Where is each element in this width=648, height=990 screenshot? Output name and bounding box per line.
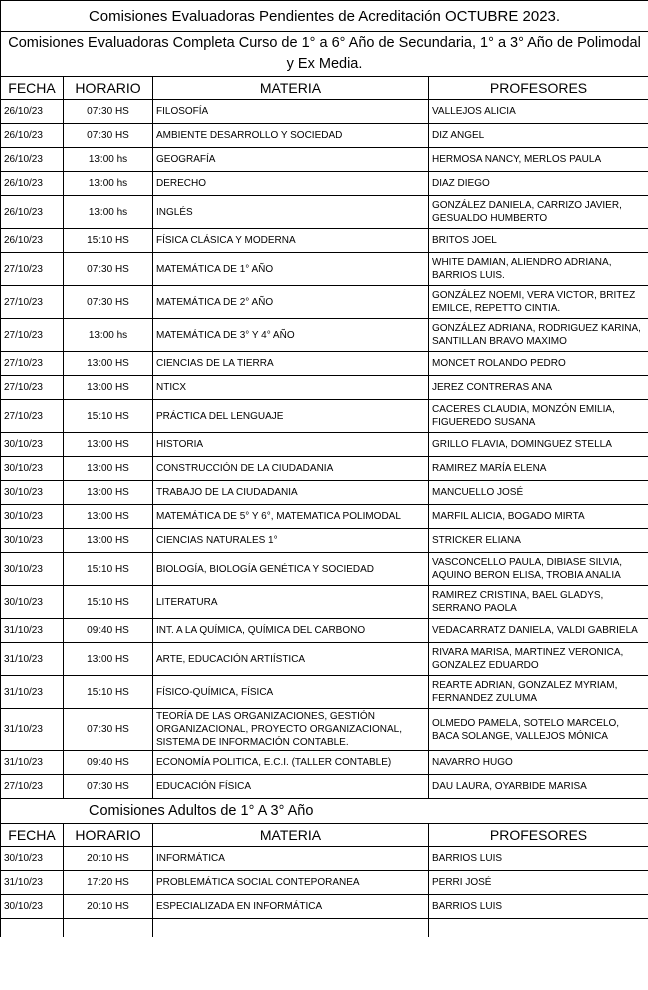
- header-horario: HORARIO: [64, 77, 153, 100]
- cell-materia: FÍSICO-QUÍMICA, FÍSICA: [153, 676, 429, 709]
- cell-horario: 07:30 HS: [64, 286, 153, 319]
- cell-fecha: 30/10/23: [1, 895, 64, 919]
- cell-materia: AMBIENTE DESARROLLO Y SOCIEDAD: [153, 124, 429, 148]
- empty-cell: [64, 919, 153, 938]
- cell-materia: ARTE, EDUCACIÓN ARTIÍSTICA: [153, 643, 429, 676]
- cell-fecha: 26/10/23: [1, 229, 64, 253]
- table-row: [1, 529, 648, 553]
- cell-fecha: 30/10/23: [1, 505, 64, 529]
- table-row: [1, 895, 648, 919]
- cell-materia: LITERATURA: [153, 586, 429, 619]
- cell-materia: INFORMÁTICA: [153, 847, 429, 871]
- cell-materia: INT. A LA QUÍMICA, QUÍMICA DEL CARBONO: [153, 619, 429, 643]
- cell-horario: 15:10 HS: [64, 676, 153, 709]
- cell-profesores: CACERES CLAUDIA, MONZÓN EMILIA, FIGUEREDO SUSANA: [429, 400, 648, 433]
- table-row: [1, 148, 648, 172]
- cell-materia: HISTORIA: [153, 433, 429, 457]
- cell-fecha: 27/10/23: [1, 775, 64, 799]
- table-row: [1, 709, 648, 751]
- cell-materia: PROBLEMÁTICA SOCIAL CONTEPORANEA: [153, 871, 429, 895]
- cell-profesores: GONZÁLEZ DANIELA, CARRIZO JAVIER, GESUALDO HUMBERTO: [429, 196, 648, 229]
- cell-fecha: 27/10/23: [1, 319, 64, 352]
- cell-profesores: BARRIOS LUIS: [429, 895, 648, 919]
- header-fecha: FECHA: [1, 824, 64, 847]
- cell-profesores: JEREZ CONTRERAS ANA: [429, 376, 648, 400]
- page-subtitle: Comisiones Evaluadoras Completa Curso de 1° a 6° Año de Secundaria, 1° a 3° Año de Polimodal y Ex Media.: [1, 32, 648, 77]
- cell-materia: CIENCIAS DE LA TIERRA: [153, 352, 429, 376]
- cell-horario: 13:00 HS: [64, 643, 153, 676]
- table-row: [1, 505, 648, 529]
- empty-row: [1, 919, 648, 938]
- table-row: [1, 847, 648, 871]
- cell-profesores: DAU LAURA, OYARBIDE MARISA: [429, 775, 648, 799]
- cell-horario: 07:30 HS: [64, 775, 153, 799]
- cell-fecha: 31/10/23: [1, 871, 64, 895]
- cell-fecha: 31/10/23: [1, 751, 64, 775]
- cell-profesores: VEDACARRATZ DANIELA, VALDI GABRIELA: [429, 619, 648, 643]
- cell-materia: BIOLOGÍA, BIOLOGÍA GENÉTICA Y SOCIEDAD: [153, 553, 429, 586]
- cell-fecha: 31/10/23: [1, 619, 64, 643]
- cell-horario: 13:00 HS: [64, 376, 153, 400]
- header-profesores: PROFESORES: [429, 77, 648, 100]
- cell-materia: NTICX: [153, 376, 429, 400]
- cell-profesores: GONZÁLEZ ADRIANA, RODRIGUEZ KARINA, SANTILLAN BRAVO MAXIMO: [429, 319, 648, 352]
- cell-horario: 15:10 HS: [64, 400, 153, 433]
- cell-horario: 13:00 hs: [64, 172, 153, 196]
- table-row: [1, 775, 648, 799]
- table-row: [1, 196, 648, 229]
- cell-profesores: MARFIL ALICIA, BOGADO MIRTA: [429, 505, 648, 529]
- cell-horario: 13:00 HS: [64, 529, 153, 553]
- cell-fecha: 27/10/23: [1, 253, 64, 286]
- empty-cell: [429, 919, 648, 938]
- cell-materia: PRÁCTICA DEL LENGUAJE: [153, 400, 429, 433]
- cell-profesores: NAVARRO HUGO: [429, 751, 648, 775]
- cell-fecha: 27/10/23: [1, 352, 64, 376]
- table-row: [1, 751, 648, 775]
- cell-fecha: 30/10/23: [1, 847, 64, 871]
- cell-horario: 13:00 hs: [64, 319, 153, 352]
- cell-fecha: 26/10/23: [1, 124, 64, 148]
- cell-horario: 15:10 HS: [64, 586, 153, 619]
- header-materia: MATERIA: [153, 77, 429, 100]
- cell-profesores: BRITOS JOEL: [429, 229, 648, 253]
- cell-materia: ECONOMÍA POLITICA, E.C.I. (TALLER CONTABLE): [153, 751, 429, 775]
- cell-profesores: DIAZ DIEGO: [429, 172, 648, 196]
- header-horario: HORARIO: [64, 824, 153, 847]
- table-row: [1, 586, 648, 619]
- cell-fecha: 30/10/23: [1, 553, 64, 586]
- cell-profesores: RAMIREZ CRISTINA, BAEL GLADYS, SERRANO PAOLA: [429, 586, 648, 619]
- cell-horario: 09:40 HS: [64, 751, 153, 775]
- cell-materia: CIENCIAS NATURALES 1°: [153, 529, 429, 553]
- empty-cell: [153, 919, 429, 938]
- cell-profesores: RAMIREZ MARÍA ELENA: [429, 457, 648, 481]
- cell-materia: INGLÉS: [153, 196, 429, 229]
- cell-horario: 15:10 HS: [64, 553, 153, 586]
- header-materia: MATERIA: [153, 824, 429, 847]
- table-row: [1, 100, 648, 124]
- cell-materia: CONSTRUCCIÓN DE LA CIUDADANIA: [153, 457, 429, 481]
- cell-horario: 13:00 hs: [64, 148, 153, 172]
- cell-fecha: 31/10/23: [1, 643, 64, 676]
- cell-fecha: 30/10/23: [1, 586, 64, 619]
- cell-materia: ESPECIALIZADA EN INFORMÁTICA: [153, 895, 429, 919]
- cell-horario: 07:30 HS: [64, 124, 153, 148]
- cell-fecha: 30/10/23: [1, 457, 64, 481]
- cell-horario: 20:10 HS: [64, 895, 153, 919]
- cell-profesores: WHITE DAMIAN, ALIENDRO ADRIANA, BARRIOS LUIS.: [429, 253, 648, 286]
- header-row: [1, 77, 648, 100]
- cell-fecha: 30/10/23: [1, 433, 64, 457]
- cell-profesores: MONCET ROLANDO PEDRO: [429, 352, 648, 376]
- empty-cell: [1, 919, 64, 938]
- cell-fecha: 30/10/23: [1, 529, 64, 553]
- page-title: Comisiones Evaluadoras Pendientes de Acreditación OCTUBRE 2023.: [1, 1, 648, 32]
- table-row: [1, 229, 648, 253]
- cell-fecha: 30/10/23: [1, 481, 64, 505]
- cell-fecha: 31/10/23: [1, 676, 64, 709]
- cell-fecha: 26/10/23: [1, 172, 64, 196]
- cell-horario: 09:40 HS: [64, 619, 153, 643]
- cell-horario: 13:00 HS: [64, 352, 153, 376]
- table-row: [1, 253, 648, 286]
- cell-horario: 07:30 HS: [64, 253, 153, 286]
- cell-materia: FILOSOFÍA: [153, 100, 429, 124]
- table-row: [1, 286, 648, 319]
- table-row: [1, 676, 648, 709]
- table-row: [1, 871, 648, 895]
- cell-fecha: 31/10/23: [1, 709, 64, 751]
- cell-horario: 07:30 HS: [64, 709, 153, 751]
- cell-materia: MATEMÁTICA DE 2° AÑO: [153, 286, 429, 319]
- cell-profesores: BARRIOS LUIS: [429, 847, 648, 871]
- cell-fecha: 27/10/23: [1, 376, 64, 400]
- section-title: Comisiones Adultos de 1° A 3° Año: [1, 799, 648, 824]
- cell-materia: MATEMÁTICA DE 3° Y 4° AÑO: [153, 319, 429, 352]
- table-row: [1, 172, 648, 196]
- table-row: [1, 643, 648, 676]
- table-row: [1, 553, 648, 586]
- header-profesores: PROFESORES: [429, 824, 648, 847]
- table-row: [1, 481, 648, 505]
- cell-horario: 13:00 hs: [64, 196, 153, 229]
- table-row: [1, 319, 648, 352]
- title-row: [1, 1, 648, 32]
- cell-profesores: GONZÁLEZ NOEMI, VERA VICTOR, BRITEZ EMILCE, REPETTO CINTIA.: [429, 286, 648, 319]
- cell-profesores: OLMEDO PAMELA, SOTELO MARCELO, BACA SOLANGE, VALLEJOS MÓNICA: [429, 709, 648, 751]
- table-row: [1, 124, 648, 148]
- cell-materia: TEORÍA DE LAS ORGANIZACIONES, GESTIÓN ORGANIZACIONAL, PROYECTO ORGANIZACIONAL, SISTEMA DE INFORMACIÓN CONTABLE.: [153, 709, 429, 751]
- subtitle-row: [1, 32, 648, 77]
- cell-profesores: GRILLO FLAVIA, DOMINGUEZ STELLA: [429, 433, 648, 457]
- table-row: [1, 433, 648, 457]
- cell-materia: MATEMÁTICA DE 5° Y 6°, MATEMATICA POLIMODAL: [153, 505, 429, 529]
- cell-fecha: 26/10/23: [1, 100, 64, 124]
- table-row: [1, 400, 648, 433]
- cell-fecha: 26/10/23: [1, 196, 64, 229]
- header-fecha: FECHA: [1, 77, 64, 100]
- cell-materia: DERECHO: [153, 172, 429, 196]
- cell-fecha: 26/10/23: [1, 148, 64, 172]
- table-row: [1, 619, 648, 643]
- cell-fecha: 27/10/23: [1, 286, 64, 319]
- cell-profesores: PERRI JOSÉ: [429, 871, 648, 895]
- cell-materia: EDUCACIÓN FÍSICA: [153, 775, 429, 799]
- cell-profesores: HERMOSA NANCY, MERLOS PAULA: [429, 148, 648, 172]
- table-row: [1, 457, 648, 481]
- cell-profesores: VASCONCELLO PAULA, DIBIASE SILVIA, AQUINO BERON ELISA, TROBIA ANALIA: [429, 553, 648, 586]
- cell-fecha: 27/10/23: [1, 400, 64, 433]
- cell-profesores: STRICKER ELIANA: [429, 529, 648, 553]
- cell-profesores: VALLEJOS ALICIA: [429, 100, 648, 124]
- cell-horario: 13:00 HS: [64, 481, 153, 505]
- cell-horario: 20:10 HS: [64, 847, 153, 871]
- cell-horario: 07:30 HS: [64, 100, 153, 124]
- cell-profesores: MANCUELLO JOSÉ: [429, 481, 648, 505]
- cell-horario: 17:20 HS: [64, 871, 153, 895]
- cell-materia: FÍSICA CLÁSICA Y MODERNA: [153, 229, 429, 253]
- cell-profesores: RIVARA MARISA, MARTINEZ VERONICA, GONZALEZ EDUARDO: [429, 643, 648, 676]
- table-row: [1, 376, 648, 400]
- cell-profesores: REARTE ADRIAN, GONZALEZ MYRIAM, FERNANDEZ ZULUMA: [429, 676, 648, 709]
- cell-materia: TRABAJO DE LA CIUDADANIA: [153, 481, 429, 505]
- cell-materia: GEOGRAFÍA: [153, 148, 429, 172]
- table-row: [1, 352, 648, 376]
- cell-horario: 13:00 HS: [64, 457, 153, 481]
- header-row: [1, 824, 648, 847]
- cell-profesores: DIZ ANGEL: [429, 124, 648, 148]
- cell-horario: 13:00 HS: [64, 433, 153, 457]
- cell-horario: 13:00 HS: [64, 505, 153, 529]
- section-row: [1, 799, 648, 824]
- cell-materia: MATEMÁTICA DE 1° AÑO: [153, 253, 429, 286]
- cell-horario: 15:10 HS: [64, 229, 153, 253]
